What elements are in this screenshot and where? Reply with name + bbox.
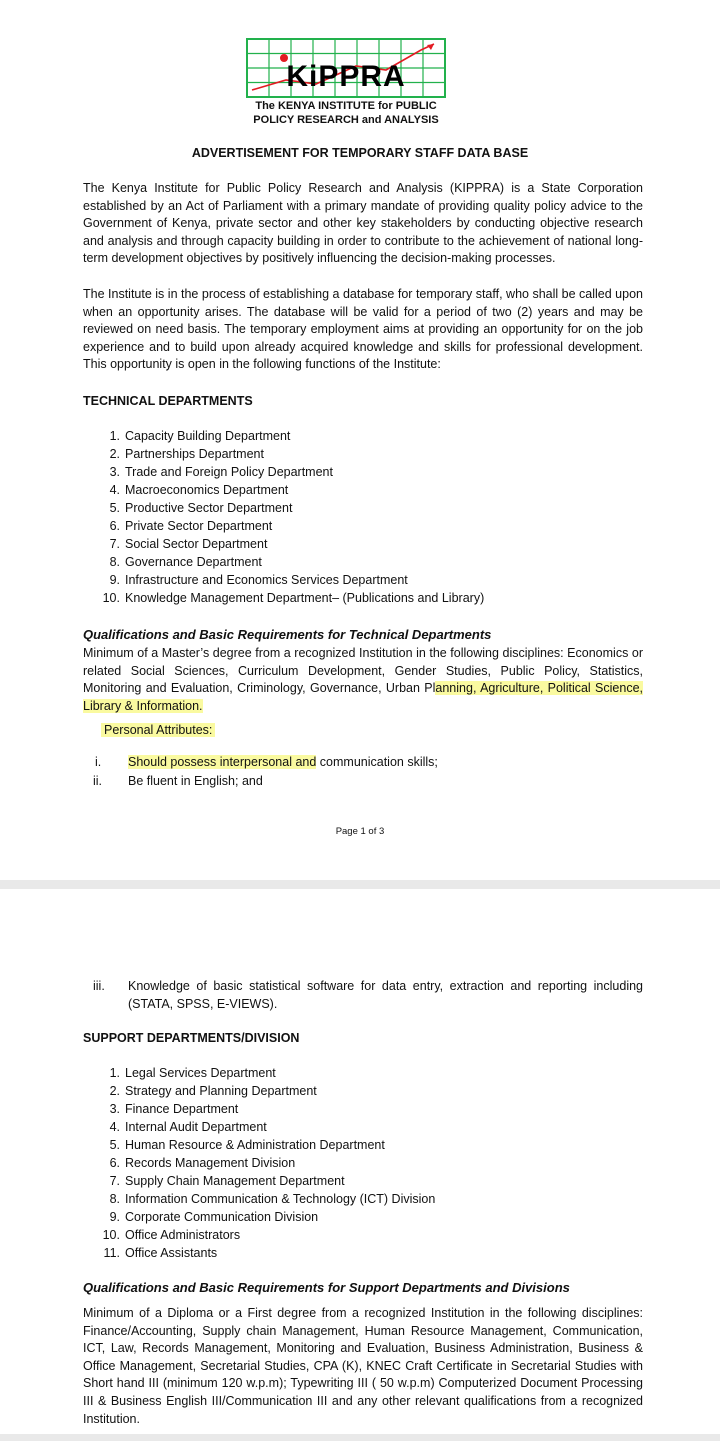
list-item-label: Knowledge Management Department– (Publications and Library) (125, 591, 485, 605)
list-item-label: Office Administrators (125, 1228, 241, 1242)
qualifications-text-highlighted: anning, Agriculture, Political Science, Library & Information. (83, 681, 643, 713)
list-item-number: 6. (109, 1156, 120, 1170)
support-qualifications-heading: Qualifications and Basic Requirements for Support Departments and Divisions (83, 1280, 570, 1295)
list-item (100, 571, 484, 589)
list-item-number: 5. (109, 501, 120, 515)
list-item-label: Internal Audit Department (125, 1120, 267, 1134)
list-item (100, 1154, 435, 1172)
logo-tagline-2: POLICY RESEARCH and ANALYSIS (253, 114, 439, 126)
list-item-number: 5. (109, 1138, 120, 1152)
technical-qualifications-text (83, 645, 643, 715)
list-item (100, 1118, 435, 1136)
list-item-label: Trade and Foreign Policy Department (125, 465, 333, 479)
list-item-label: Supply Chain Management Department (125, 1174, 345, 1188)
qualifications-text-plain: Minimum of a Master’s degree from a recognized Institution in the following disciplines: Economics or related Social Sciences, Curriculum Development, Gender Studies, Public Policy, Statistics, Monitoring and Evaluation, Criminology, Governance, Urban Pl (83, 646, 643, 696)
list-item-number: 3. (109, 465, 120, 479)
support-departments-list (100, 1064, 435, 1262)
list-item-label: Records Management Division (125, 1156, 296, 1170)
list-item-label: Legal Services Department (125, 1066, 276, 1080)
list-item-label: Partnerships Department (125, 447, 264, 461)
list-item (100, 1226, 435, 1244)
support-departments-heading: SUPPORT DEPARTMENTS/DIVISION (83, 1031, 300, 1045)
list-item (100, 589, 484, 607)
kippra-logo (246, 38, 446, 128)
list-item-number: 8. (109, 1192, 120, 1206)
logo-tagline-1: The KENYA INSTITUTE for PUBLIC (255, 100, 437, 112)
list-item (100, 1208, 435, 1226)
attribute-text: Knowledge of basic statistical software for data entry, extraction and reporting including (STATA, SPSS, E-VIEWS). (128, 979, 643, 1011)
list-item (100, 499, 484, 517)
list-item-number: 11. (103, 1246, 120, 1260)
list-item (100, 517, 484, 535)
list-item (100, 1064, 435, 1082)
list-item (100, 1082, 435, 1100)
list-item-number: 4. (109, 1120, 120, 1134)
list-item-label: Corporate Communication Division (125, 1210, 319, 1224)
technical-qualifications-heading: Qualifications and Basic Requirements for Technical Departments (83, 627, 492, 642)
list-item (100, 1100, 435, 1118)
list-item-number: 10. (102, 1228, 120, 1242)
attribute-text: Be fluent in English; and (128, 774, 263, 788)
list-item-label: Capacity Building Department (125, 429, 291, 443)
list-item-label: Human Resource & Administration Department (125, 1138, 385, 1152)
list-item (100, 1172, 435, 1190)
attribute-text-rest: communication skills; (316, 755, 438, 769)
list-item (100, 1190, 435, 1208)
list-item (100, 427, 484, 445)
page-footer: Page 1 of 3 (335, 826, 385, 837)
list-item-number: 9. (109, 1210, 120, 1224)
list-item-label: Social Sector Department (125, 537, 268, 551)
list-item (100, 1136, 435, 1154)
list-item-label: Office Assistants (125, 1246, 218, 1260)
list-item (100, 481, 484, 499)
attribute-number: ii. (93, 774, 103, 788)
list-item-number: 8. (109, 555, 120, 569)
page-separator (0, 1434, 720, 1441)
list-item-number: 4. (109, 483, 120, 497)
personal-attributes-label: Personal Attributes: (101, 723, 215, 737)
list-item-number: 6. (109, 519, 120, 533)
list-item-label: Infrastructure and Economics Services Department (125, 573, 408, 587)
list-item-number: 10. (102, 591, 120, 605)
attribute-text-highlighted: Should possess interpersonal and (128, 755, 317, 769)
list-item-label: Finance Department (125, 1102, 239, 1116)
list-item-label: Private Sector Department (125, 519, 273, 533)
list-item-number: 2. (109, 1084, 120, 1098)
list-item-number: 7. (109, 537, 120, 551)
intro-paragraph-2: The Institute is in the process of establishing a database for temporary staff, who shall be called upon when an opportunity arises. The database will be valid for a period of two (2) years and may be reviewed on need basis. The temporary employment aims at providing an opportunity for on the job experience and to build upon already acquired knowledge and skills for professional development. This opportunity is open in the following functions of the Institute: (83, 287, 643, 372)
attribute-number: i. (95, 755, 102, 769)
attribute-number: iii. (93, 979, 105, 993)
list-item (100, 463, 484, 481)
list-item-label: Strategy and Planning Department (125, 1084, 317, 1098)
list-item-label: Productive Sector Department (125, 501, 293, 515)
list-item (100, 535, 484, 553)
list-item-number: 2. (109, 447, 120, 461)
technical-departments-list (100, 427, 484, 607)
list-item (100, 553, 484, 571)
list-item-label: Macroeconomics Department (125, 483, 289, 497)
list-item-number: 1. (109, 429, 120, 443)
technical-departments-heading: TECHNICAL DEPARTMENTS (83, 394, 253, 408)
list-item-number: 1. (109, 1066, 120, 1080)
list-item (100, 1244, 435, 1262)
page-separator (0, 880, 720, 889)
list-item-number: 9. (109, 573, 120, 587)
list-item-number: 7. (109, 1174, 120, 1188)
page-title: ADVERTISEMENT FOR TEMPORARY STAFF DATA BASE (191, 146, 529, 160)
list-item-number: 3. (109, 1102, 120, 1116)
logo-name: KiPPRA (286, 60, 406, 93)
document-page-2 (0, 889, 720, 1434)
list-item-label: Governance Department (125, 555, 262, 569)
support-qualifications-text: Minimum of a Diploma or a First degree from a recognized Institution in the following disciplines: Finance/Accounting, Supply chain Management, Human Resource Management, Communication, ICT, Law, Records Management, Monitoring and Evaluation, Business Administration, Business & Office Management, Secretarial Studies, CPA (K), KNEC Craft Certificate in Secretarial Studies with Short hand III (minimum 120 w.p.m); Typewriting III ( 50 w.p.m) Computerized Document Processing III & Business English III/Communication III and any other relevant qualifications from a recognized Institution. (83, 1306, 643, 1426)
list-item (100, 445, 484, 463)
attribute-text (128, 754, 438, 772)
list-item-label: Information Communication & Technology (ICT) Division (125, 1192, 436, 1206)
intro-paragraph-1: The Kenya Institute for Public Policy Research and Analysis (KIPPRA) is a State Corporation established by an Act of Parliament with a primary mandate of providing quality policy advice to the Government of Kenya, private sector and other key stakeholders by conducting objective research and analysis and through capacity building in order to contribute to the achievement of national long-term development objectives by positively influencing the decision-making processes. (83, 181, 643, 266)
